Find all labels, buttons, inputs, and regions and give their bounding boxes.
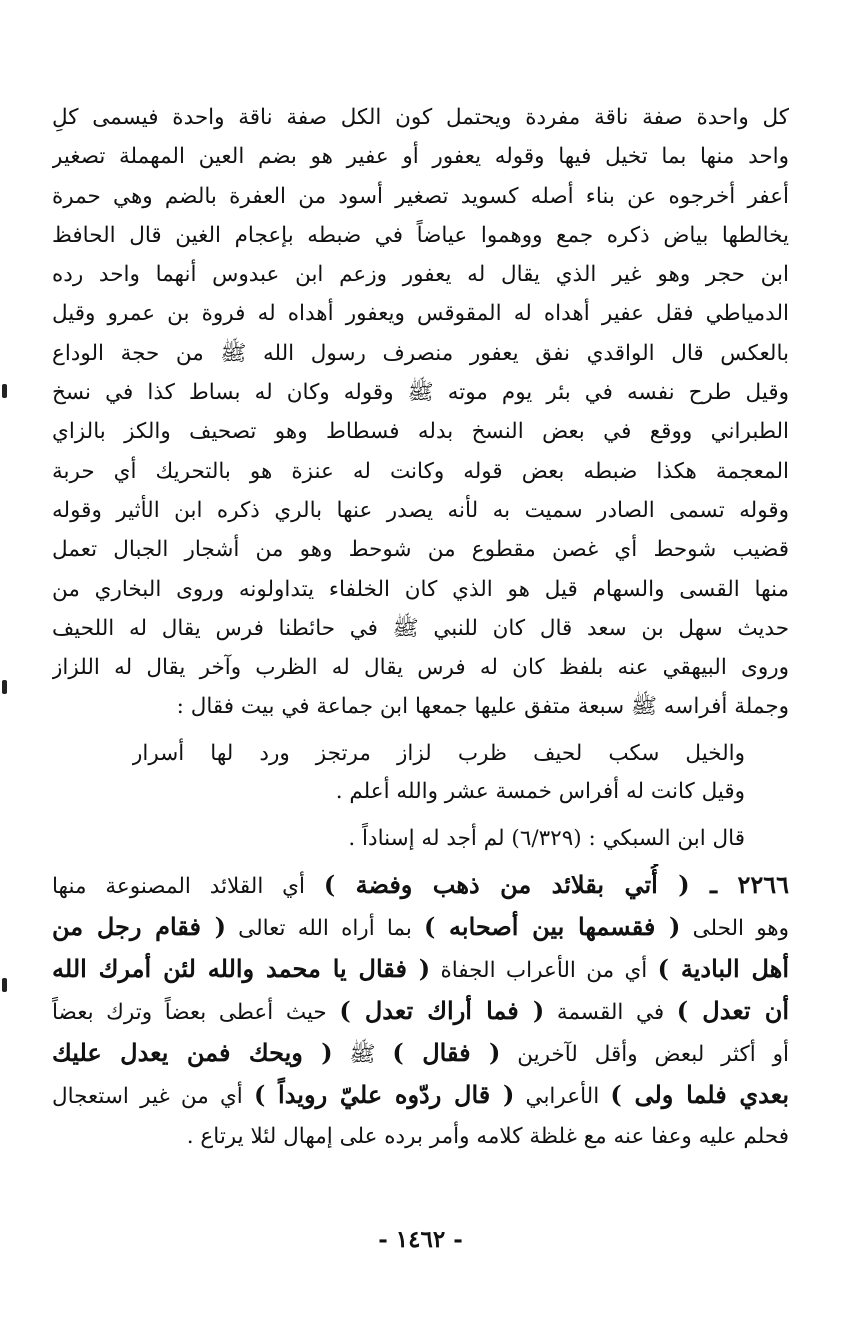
- text-line: يخالطها بياض ذكره جمع ووهموا عياضاً في ضبطه بإعجام الغين قال الحافظ: [52, 222, 789, 248]
- commentary-text: الأعرابي: [514, 1084, 611, 1110]
- text-line: المعجمة هكذا ضبطه بعض قوله وكانت له عنزة هو بالتحريك أي حربة: [52, 458, 789, 484]
- commentary-text: أي من غير استعجال: [52, 1084, 254, 1110]
- commentary-text: أي القلائد المصنوعة منها: [52, 874, 324, 900]
- commentary-text: بما أراه الله تعالى: [225, 916, 424, 942]
- hadith-line: [52, 948, 789, 990]
- hadith-line: [52, 1074, 789, 1116]
- hadith-line: فحلم عليه وعفا عنه مع غلظة كلامه وأمر برده على إمهال لئلا يرتاع .: [186, 1124, 789, 1150]
- hadith-line: [52, 906, 789, 948]
- verse-line: والخيل سكب لحيف ظرب لزاز مرتجز ورد لها أسرار: [132, 740, 745, 766]
- matn-text: أن تعدل ): [676, 996, 789, 1026]
- commentary-paragraph: [52, 98, 789, 727]
- commentary-text: أو أكثر لبعض وأقل لآخرين: [500, 1042, 789, 1068]
- matn-text: أهل البادية ): [657, 954, 789, 984]
- text-line: قضيب شوحط أي غصن مقطوع من شوحط وهو من أشجار الجبال تعمل: [52, 537, 789, 563]
- text-line: وقيل طرح نفسه في بئر يوم موته ﷺ وقوله وكان له بساط كذا في نسخ: [52, 380, 789, 406]
- verse-line: وقيل كانت له أفراس خمسة عشر والله أعلم .: [335, 778, 745, 804]
- hadith-line: [52, 990, 789, 1032]
- text-line: وجملة أفراسه ﷺ سبعة متفق عليها جمعها ابن جماعة في بيت فقال :: [176, 694, 789, 720]
- salutation-text: ﷺ: [332, 1042, 393, 1068]
- matn-text: ( فقال يا محمد والله لئن أمرك الله: [52, 954, 431, 984]
- hadith-line: [52, 1032, 789, 1074]
- matn-text: ( فقسمها بين أصحابه ): [424, 912, 681, 942]
- matn-text: ( فقام رجل من: [52, 912, 226, 942]
- commentary-text: أي من الأعراب الجفاة: [430, 958, 658, 984]
- text-line: كل واحدة صفة ناقة مفردة ويحتمل كون الكل صفة ناقة واحدة فيسمى كلِ: [52, 105, 789, 130]
- matn-text: ( فما أراك تعدل ): [339, 996, 545, 1026]
- hadith-number-matn: ٢٢٦٦ ـ ( أُتي بقلائد من ذهب وفضة ): [323, 870, 789, 900]
- matn-text: ( فقال ): [392, 1038, 501, 1068]
- commentary-text: في القسمة: [544, 1000, 677, 1026]
- page-number: - ١٤٦٢ -: [378, 1226, 463, 1253]
- text-line: بالعكس قال الواقدي نفق يعفور منصرف رسول الله ﷺ من حجة الوداع: [52, 340, 789, 366]
- poetry-verse: [52, 735, 789, 811]
- text-line: الدمياطي فقل عفير أهداه له المقوقس ويعفور أهداه له فروة بن عمرو وقيل: [52, 301, 789, 327]
- text-line: الطبراني ووقع في بعض النسخ بدله فسطاط وهو تصحيف والكز بالزاي: [52, 419, 789, 445]
- text-line: منها القسى والسهام قيل هو الذي كان الخلفاء يتداولونه وروى البخاري من: [52, 576, 789, 602]
- scan-edge-mark: [2, 680, 7, 694]
- text-line: وروى البيهقي عنه بلفظ كان له فرس يقال له الظرب وآخر يقال له اللزاز: [52, 655, 789, 681]
- matn-text: ( ويحك فمن يعدل عليك: [52, 1038, 333, 1068]
- text-line: حديث سهل بن سعد قال كان للنبي ﷺ في حائطنا فرس يقال له اللحيف: [52, 615, 789, 641]
- text-line: وقوله تسمى الصادر سميت به لأنه يصدر عنها بالري ذكره ابن الأثير وقوله: [52, 497, 789, 523]
- matn-text: ( قال ردّوه عليّ رويداً ): [253, 1080, 515, 1110]
- text-line: واحد منها بما تخيل فيها وقوله يعفور أو عفير هو بضم العين المهملة تصغير: [52, 144, 789, 170]
- text-line: أعفر أخرجوه عن بناء أصله كسويد تصغير أسود من العفرة بالضم وهي حمرة: [52, 183, 789, 209]
- hadith-line: [52, 864, 789, 906]
- scan-edge-mark: [2, 384, 7, 398]
- source-citation: [52, 819, 789, 858]
- commentary-text: حيث أعطى بعضاً وترك بعضاً: [52, 1000, 340, 1026]
- hadith-entry: [52, 864, 789, 1158]
- commentary-text: وهو الحلى: [680, 916, 789, 942]
- citation-line: قال ابن السبكي : (٦/٣٢٩) لم أجد له إسناداً .: [348, 825, 745, 851]
- scan-edge-mark: [2, 978, 7, 992]
- matn-text: بعدي فلما ولى ): [610, 1080, 789, 1110]
- text-line: ابن حجر وهو غير الذي يقال له يعفور وزعم ابن عبدوس أنهما واحد رده: [52, 262, 789, 288]
